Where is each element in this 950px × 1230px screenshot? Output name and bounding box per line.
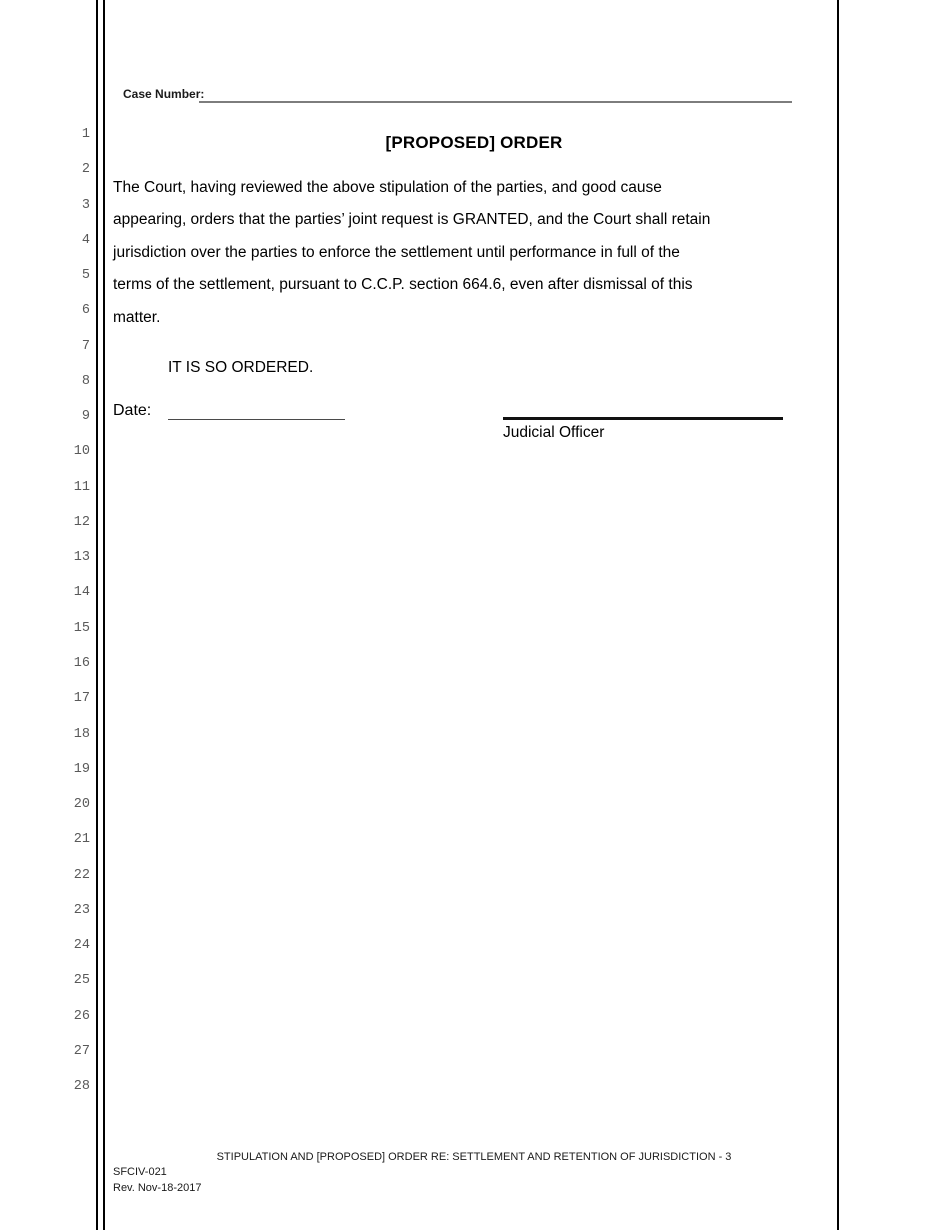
pleading-line-number: 16 (73, 655, 90, 671)
pleading-line-number: 15 (73, 620, 90, 636)
footer-revision-date: Rev. Nov-18-2017 (113, 1182, 202, 1194)
pleading-line-number: 6 (81, 303, 90, 319)
order-paragraph-line: terms of the settlement, pursuant to C.C.P. section 664.6, even after dismissal of this (113, 276, 693, 294)
pleading-line-number: 17 (73, 691, 90, 707)
pleading-line-number: 22 (73, 867, 90, 883)
order-paragraph-line: appearing, orders that the parties’ joint request is GRANTED, and the Court shall retain (113, 211, 711, 229)
judicial-officer-label: Judicial Officer (503, 424, 605, 441)
pleading-line-number: 21 (73, 832, 90, 848)
pleading-line-number: 20 (73, 797, 90, 813)
pleading-line-number: 14 (73, 585, 90, 601)
pleading-line-number: 2 (81, 162, 90, 178)
order-paragraph-line: The Court, having reviewed the above stipulation of the parties, and good cause (113, 179, 662, 196)
date-blank-field[interactable] (168, 402, 345, 420)
pleading-line-number: 25 (73, 973, 90, 989)
left-margin-rule-outer (96, 0, 98, 1230)
pleading-line-number: 27 (73, 1043, 90, 1059)
order-paragraph (113, 172, 839, 334)
pleading-line-number: 4 (81, 232, 90, 248)
footer-document-title: STIPULATION AND [PROPOSED] ORDER RE: SETTLEMENT AND RETENTION OF JURISDICTION - 3 (216, 1151, 732, 1163)
pleading-line-number: 19 (73, 761, 90, 777)
pleading-line-number: 26 (73, 1008, 90, 1024)
so-ordered-text: IT IS SO ORDERED. (168, 359, 314, 376)
pleading-line-number: 5 (81, 268, 90, 284)
date-label: Date: (113, 402, 152, 419)
pleading-line-number: 8 (81, 373, 90, 389)
order-paragraph-line: jurisdiction over the parties to enforce the settlement until performance in full of the (113, 243, 680, 261)
case-number-label: Case Number: (123, 87, 205, 101)
pleading-line-number: 12 (73, 514, 90, 530)
pleading-line-number: 9 (81, 409, 90, 425)
pleading-line-number: 11 (73, 479, 90, 495)
order-paragraph-line: matter. (113, 308, 161, 326)
pleading-line-number: 3 (81, 197, 90, 213)
case-number-blank-field[interactable] (199, 94, 792, 103)
pleading-line-number: 10 (73, 444, 90, 460)
left-margin-rule-inner (103, 0, 105, 1230)
footer-form-number: SFCIV-021 (113, 1166, 167, 1178)
pleading-line-number: 23 (73, 902, 90, 918)
pleading-line-number: 24 (73, 938, 90, 954)
judicial-officer-signature-field[interactable] (503, 417, 783, 420)
pleading-line-number: 7 (81, 338, 90, 354)
pleading-line-number: 1 (81, 127, 90, 142)
pleading-line-number: 18 (73, 726, 90, 742)
pleading-line-number: 13 (73, 550, 90, 566)
line-number-column (0, 117, 90, 1104)
pleading-line-number: 28 (73, 1079, 90, 1095)
proposed-order-heading: [PROPOSED] ORDER (385, 133, 563, 152)
